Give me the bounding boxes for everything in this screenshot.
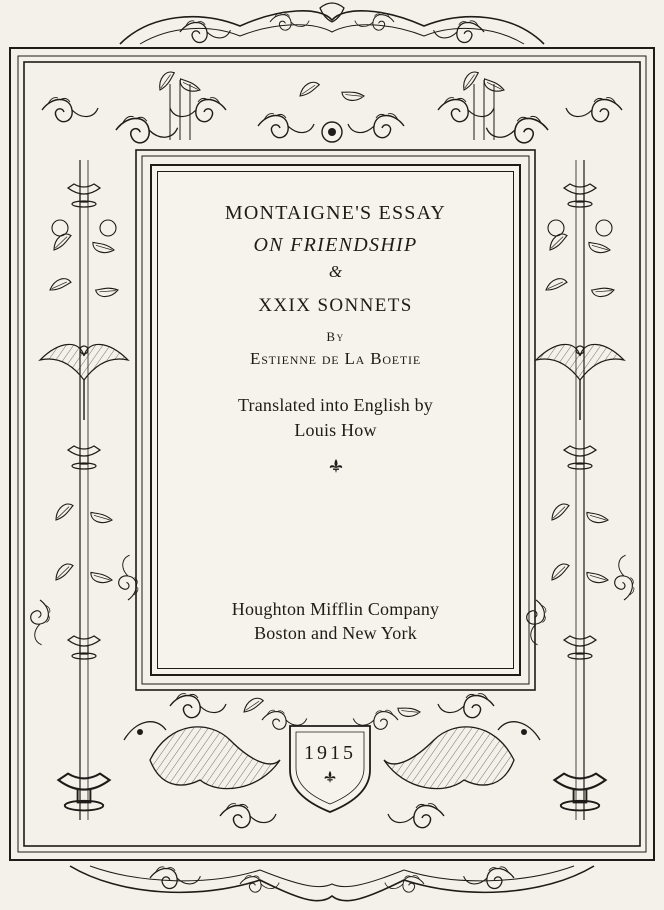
ampersand: & — [328, 262, 343, 281]
publisher-name: Houghton Mifflin Company — [231, 599, 440, 619]
by-line: By — [326, 329, 345, 344]
title-line: MONTAIGNE'S ESSAY — [224, 202, 447, 224]
fleur-de-lis-icon — [328, 458, 344, 474]
sonnets-line: XXIX SONNETS — [258, 295, 413, 316]
title-panel — [150, 164, 521, 676]
date-cartouche — [286, 722, 374, 808]
publication-year: 1915 — [304, 742, 356, 764]
translator-name: Louis How — [294, 420, 377, 440]
subtitle-line: ON FRIENDSHIP — [253, 234, 418, 256]
author-name: Estienne de La Boetie — [250, 349, 421, 368]
fleur-de-lis-icon — [323, 770, 337, 784]
translated-line: Translated into English by — [237, 395, 434, 415]
publisher-location: Boston and New York — [254, 623, 417, 643]
